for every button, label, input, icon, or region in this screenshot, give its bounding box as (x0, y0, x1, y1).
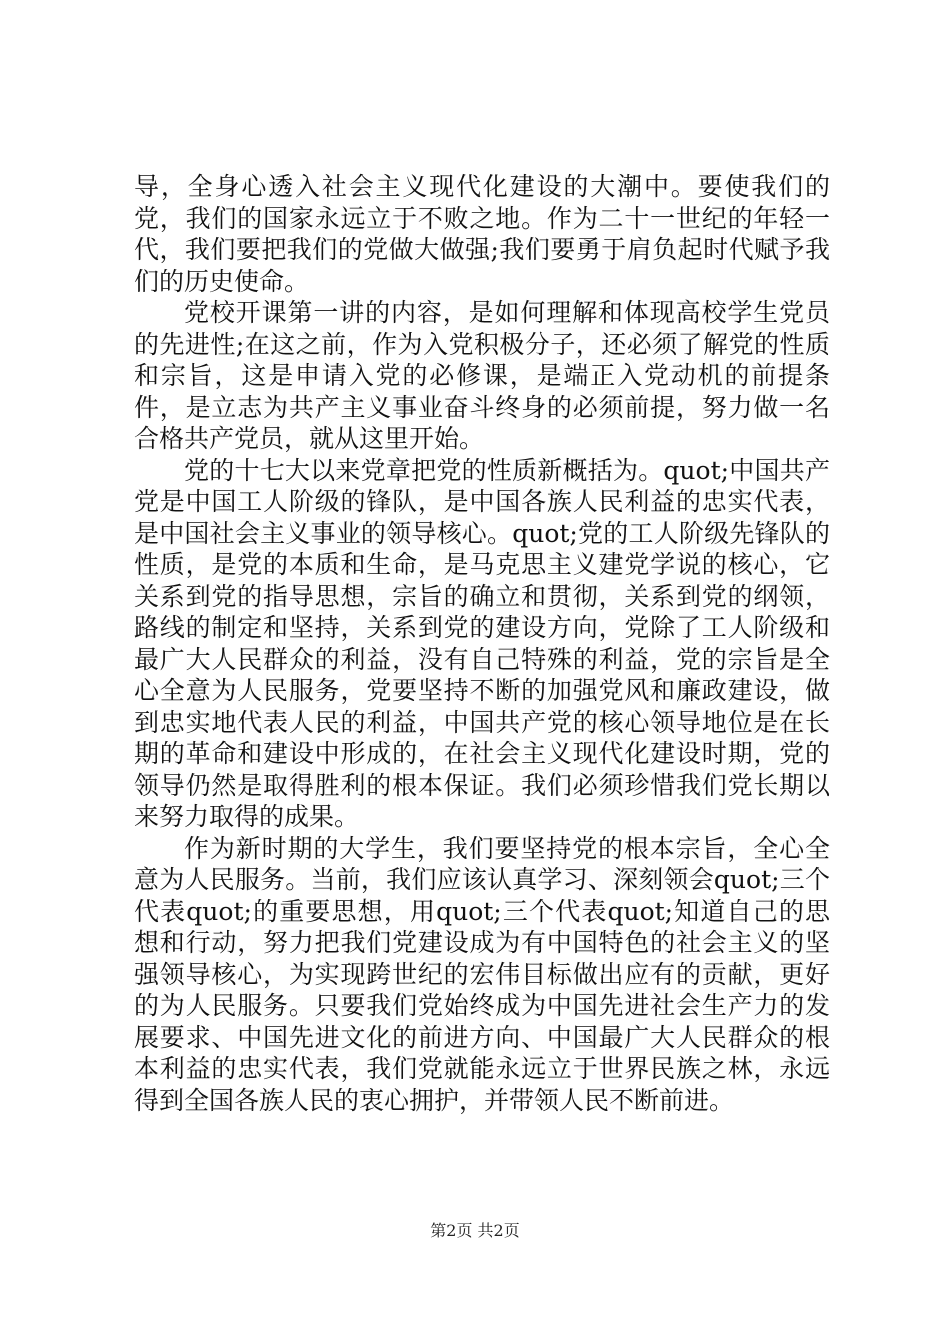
paragraph-continued: 导，全身心透入社会主义现代化建设的大潮中。要使我们的党，我们的国家永远立于不败之地。作为二十一世纪的年轻一代，我们要把我们的党做大做强;我们要勇于肩负起时代赋予我们的历史使命。 (134, 172, 830, 296)
page-number: 第2页 共2页 (430, 1221, 520, 1240)
page-footer (0, 1218, 950, 1241)
paragraph-party-school: 党校开课第一讲的内容，是如何理解和体现高校学生党员的先进性;在这之前，作为入党积极分子，还必须了解党的性质和宗旨，这是申请入党的必修课，是端正入党动机的前提条件，是立志为共产主义事业奋斗终身的必须前提，努力做一名合格共产党员，就从这里开始。 (134, 298, 830, 453)
document-body (134, 171, 830, 1116)
paragraph-party-nature: 党的十七大以来党章把党的性质新概括为。quot;中国共产党是中国工人阶级的锋队，是中国各族人民利益的忠实代表，是中国社会主义事业的领导核心。quot;党的工人阶级先锋队的性质，是党的本质和生命，是马克思主义建党学说的核心，它关系到党的指导思想，宗旨的确立和贯彻，关系到党的纲领，路线的制定和坚持，关系到党的建设方向，党除了工人阶级和最广大人民群众的利益，没有自己特殊的利益，党的宗旨是全心全意为人民服务，党要坚持不断的加强党风和廉政建设，做到忠实地代表人民的利益，中国共产党的核心领导地位是在长期的革命和建设中形成的，在社会主义现代化建设时期，党的领导仍然是取得胜利的根本保证。我们必须珍惜我们党长期以来努力取得的成果。 (134, 455, 830, 831)
paragraph-students: 作为新时期的大学生，我们要坚持党的根本宗旨，全心全意为人民服务。当前，我们应该认真学习、深刻领会quot;三个代表quot;的重要思想，用quot;三个代表quot;知道自己的思想和行动，努力把我们党建设成为有中国特色的社会主义的坚强领导核心，为实现跨世纪的宏伟目标做出应有的贡献，更好的为人民服务。只要我们党始终成为中国先进社会生产力的发展要求、中国先进文化的前进方向、中国最广大人民群众的根本利益的忠实代表，我们党就能永远立于世界民族之林，永远得到全国各族人民的衷心拥护，并带领人民不断前进。 (134, 833, 830, 1115)
